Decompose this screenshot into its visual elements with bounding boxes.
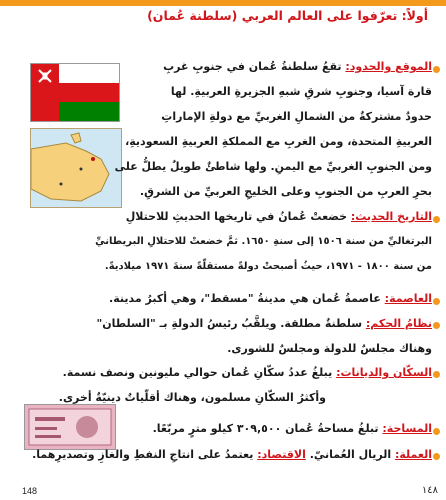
text-line: التاريخ الحديث: خضعتْ عُمانُ في تاريخها الحديثِ للاحتلالِ [125,210,432,223]
text-line: العاصمة: عاصمةُ عُمان هي مدينةُ "مسقط"، وهي أكبرُ مدينة. [109,292,432,305]
text-line: المساحة: تبلغُ مساحةُ عُمان ٣٠٩,٥٠٠ كيلو مترٍ مربّعًا. [152,422,432,435]
text-line: نظامُ الحكم: سلطنةٌ مطلقة. ويلقَّبُ رئيسُ الدولةِ بـ "السلطان" [96,317,432,330]
bullet-location [433,66,440,73]
bullet-history [433,216,440,223]
bullet-currency [433,453,440,460]
bullet-government [433,322,440,329]
text-line: السكّان والديانات: يبلغُ عددُ سكّانِ عُمان حوالي مليونين ونصف نسمة. [62,366,432,379]
text-line: العملة: الريال العُمانيّ. الاقتصاد: يعتمدُ على انتاجِ النفطِ والغازِ وتصديرِهما. [32,448,432,461]
text-line: وهناك مجلسٌ للدولة ومجلسٌ للشورى. [227,342,432,355]
text-line: وأكثرُ السكّانِ مسلمون، وهناك أقلّياتٌ دينيّةٌ أخرى. [58,391,326,404]
text-line: الموقع والحدود: تقعُ سلطنةُ عُمان في جنوبِ غربِ [163,60,432,73]
text-line: ومن الجنوبِ الغربيِّ مع اليمنِ. ولها شاطئٌ طويلٌ يطلُّ على [114,160,432,173]
text-line: العربيةِ المتحدة، ومن الغربِ مع المملكةِ العربيةِ السعوديةِ، [125,135,432,148]
text-line: قارة آسيا، وجنوبِ شرقِ شبهِ الجزيرةِ العربيةِ. لها [170,85,432,98]
text-line: بحرِ العربِ من الجنوبِ وعلى الخليجِ العربيِّ من الشرقِ. [139,185,432,198]
bullet-capital [433,298,440,305]
text-line: حدودٌ مشتركةٌ من الشمالِ الغربيِّ مع دولةِ الإماراتِ [161,110,432,123]
oman-flag-image [30,63,120,122]
page-number-arabic: ١٤٨ [421,485,438,496]
bullet-population [433,371,440,378]
text-line: البرتغاليِّ من سنة ١٥٠٦ إلى سنةِ ١٦٥٠. ثمَّ خضعتْ للاحتلالِ البريطانيِّ [95,236,432,247]
text-line: من سنة ١٨٠٠ - ١٩٧١، حيثُ أصبحتْ دولةً مستقلّةً سنةَ ١٩٧١ ميلاديةً. [104,261,432,272]
oman-map-image [30,128,122,208]
omani-banknote-image [24,404,116,450]
section-title: أولاً: تعرّفوا على العالم العربي (سلطنة عُمان) [147,8,428,23]
bullet-area [433,428,440,435]
page-number: 148 [22,486,38,496]
top-accent-bar [0,0,446,6]
